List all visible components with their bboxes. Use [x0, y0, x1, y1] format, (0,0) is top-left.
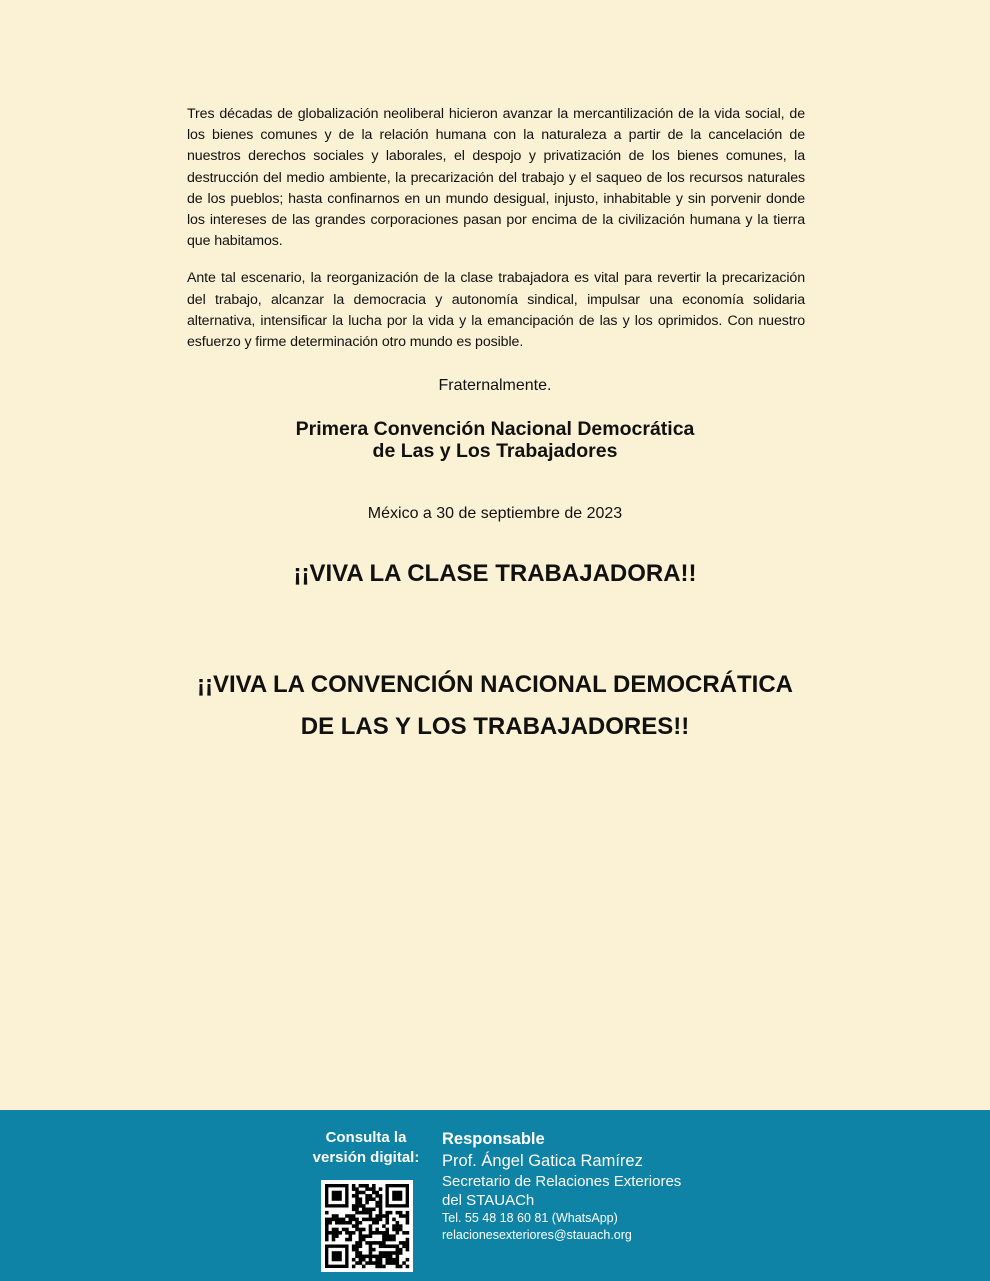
signature-line-1: Primera Convención Nacional Democrática [295, 418, 695, 440]
signature [0, 418, 990, 462]
letter-body [187, 104, 805, 369]
slogan-2-line-2: DE LAS Y LOS TRABAJADORES!! [300, 713, 690, 740]
responsable-block [442, 1128, 681, 1244]
paragraph-2: Ante tal escenario, la reorganización de la clase trabajadora es vital para revertir la precarización del trabajo, alcanzar la democracia y autonomía sindical, impulsar una economía solidaria alternativa, intensificar la lucha por la vida y la emancipación de las y los oprimidos. Con nuestro esfuerzo y firme determinación otro mundo es posible. [187, 270, 805, 351]
paragraph-1: Tres décadas de globalización neoliberal hicieron avanzar la mercantilización de la vida social, de los bienes comunes y de la relación humana con la naturaleza a partir de la cancelación de nuestros derechos sociales y laborales, el despojo y privatización de los bienes comunes, la destrucción del medio ambiente, la precarización del trabajo y el saqueo de los recursos naturales de los pueblos; hasta confinarnos en un mundo desigual, injusto, inhabitable y sin porvenir donde los intereses de las grandes corporaciones pasan por encima de la civilización humana y la tierra que habitamos. [187, 106, 805, 250]
consulta-label [305, 1128, 427, 1168]
date: México a 30 de septiembre de 2023 [367, 505, 623, 522]
email-link[interactable]: relacionesexteriores@stauach.org [442, 1228, 632, 1242]
responsable-name: Prof. Ángel Gatica Ramírez [442, 1152, 643, 1170]
slogan-2-line-1: ¡¡VIVA LA CONVENCIÓN NACIONAL DEMOCRÁTICA [197, 671, 793, 698]
responsable-role-1: Secretario de Relaciones Exteriores [442, 1173, 682, 1190]
consulta-line-2: versión digital: [312, 1149, 420, 1166]
responsable-label: Responsable [442, 1130, 545, 1148]
responsable-role-2: del STAUACh [442, 1192, 535, 1209]
closing: Fraternalmente. [438, 377, 552, 394]
slogan-1: ¡¡VIVA LA CLASE TRABAJADORA!! [293, 560, 697, 587]
signature-line-2: de Las y Los Trabajadores [372, 440, 618, 462]
slogan-2 [0, 664, 990, 748]
footer [0, 1110, 990, 1281]
consulta-line-1: Consulta la [325, 1129, 407, 1146]
qr-code-icon[interactable] [321, 1180, 413, 1272]
phone[interactable]: Tel. 55 48 18 60 81 (WhatsApp) [442, 1211, 618, 1225]
